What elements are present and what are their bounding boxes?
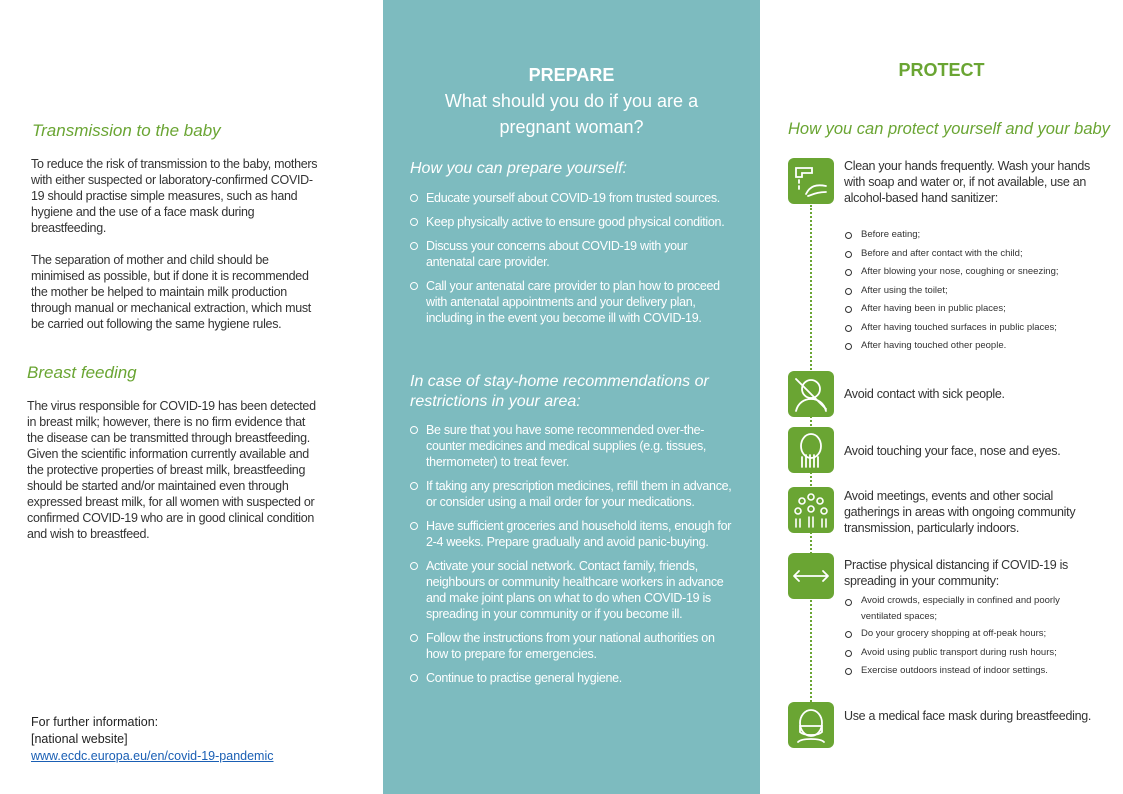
meetings-text: Avoid meetings, events and other social gatherings in areas with ongoing community transmission, particularly indoors. bbox=[844, 489, 1076, 535]
stay-home-list-item: Activate your social network. Contact family, friends, neighbours or community healthcare workers in advance and make joint plans on what to do when COVID-19 is spreading in your community or if you become ill. bbox=[410, 558, 732, 622]
distancing-list bbox=[844, 593, 1071, 681]
breastfeeding-heading: Breast feeding bbox=[27, 363, 137, 382]
prepare-list bbox=[410, 190, 732, 334]
mask-text: Use a medical face mask during breastfeeding. bbox=[844, 709, 1092, 723]
prepare-subtitle: What should you do if you are a pregnant woman? bbox=[444, 91, 699, 137]
transmission-paragraph-2: The separation of mother and child should be minimised as possible, but if done it is recommended the mother be helped to maintain milk production through manual or mechanical extraction, which must be carried out following the same hygiene rules. bbox=[31, 253, 311, 331]
distancing-list-item: Avoid crowds, especially in confined and poorly ventilated spaces; bbox=[844, 593, 1071, 625]
info-label: For further information: bbox=[31, 715, 159, 729]
hands-list-item: Before eating; bbox=[844, 226, 1059, 245]
prepare-list-item: Call your antenatal care provider to plan how to proceed with antenatal appointments and your delivery plan, including in the event you become ill with COVID-19. bbox=[410, 278, 732, 326]
distancing-text: Practise physical distancing if COVID-19 is spreading in your community: bbox=[844, 558, 1068, 588]
stay-home-list-item: If taking any prescription medicines, refill them in advance, or consider using a mail order for your medications. bbox=[410, 478, 732, 510]
protect-heading: How you can protect yourself and your baby bbox=[788, 120, 1110, 138]
stay-home-list bbox=[410, 422, 732, 694]
hand-washing-icon bbox=[788, 158, 834, 204]
transmission-text bbox=[31, 156, 323, 348]
hands-list-item: After having touched other people. bbox=[844, 337, 1059, 356]
prepare-title-block bbox=[383, 62, 760, 140]
national-website: [national website] bbox=[31, 732, 128, 746]
prepare-list-item: Educate yourself about COVID-19 from trusted sources. bbox=[410, 190, 732, 206]
distance-arrow-icon bbox=[788, 553, 834, 599]
prepare-list-item: Discuss your concerns about COVID-19 with your antenatal care provider. bbox=[410, 238, 732, 270]
ecdc-link[interactable]: www.ecdc.europa.eu/en/covid-19-pandemic bbox=[31, 749, 274, 763]
distancing-list-item: Avoid using public transport during rush hours; bbox=[844, 644, 1071, 663]
distancing-list-item: Exercise outdoors instead of indoor settings. bbox=[844, 662, 1071, 681]
face-text: Avoid touching your face, nose and eyes. bbox=[844, 444, 1061, 458]
prepare-list-item: Keep physically active to ensure good physical condition. bbox=[410, 214, 732, 230]
stay-home-heading: In case of stay-home recommendations or restrictions in your area: bbox=[410, 373, 709, 410]
hands-list-item: Before and after contact with the child; bbox=[844, 245, 1059, 264]
breastfeeding-paragraph: The virus responsible for COVID-19 has been detected in breast milk; however, there is no firm evidence that the disease can be transmitted through breastfeeding. Given the scientific information currently available and the protective properties of breast milk, breastfeeding should be started and/or maintained even through expressed breast milk, for all women with suspected or confirmed COVID-19 who are in good clinical condition and wish to breastfeed. bbox=[27, 399, 316, 541]
prepare-title: PREPARE bbox=[528, 65, 615, 85]
face-mask-icon bbox=[788, 702, 834, 748]
hands-list-item: After having touched surfaces in public places; bbox=[844, 319, 1059, 338]
sick-text: Avoid contact with sick people. bbox=[844, 387, 1005, 401]
middle-panel bbox=[383, 0, 760, 794]
prepare-yourself-heading: How you can prepare yourself: bbox=[410, 160, 627, 177]
protect-title: PROTECT bbox=[898, 60, 985, 80]
hands-list-item: After using the toilet; bbox=[844, 282, 1059, 301]
further-info bbox=[31, 714, 274, 765]
transmission-heading: Transmission to the baby bbox=[32, 121, 221, 140]
stay-home-list-item: Be sure that you have some recommended over-the-counter medicines and medical supplies (e.g. tissues, thermometer) to treat fever. bbox=[410, 422, 732, 470]
breastfeeding-text bbox=[27, 398, 317, 558]
stay-home-list-item: Have sufficient groceries and household items, enough for 2-4 weeks. Prepare gradually and avoid panic-buying. bbox=[410, 518, 732, 550]
hands-list-item: After blowing your nose, coughing or sneezing; bbox=[844, 263, 1059, 282]
face-touch-icon bbox=[788, 427, 834, 473]
group-gathering-icon bbox=[788, 487, 834, 533]
sick-person-icon bbox=[788, 371, 834, 417]
hands-list bbox=[844, 226, 1059, 356]
hands-list-item: After having been in public places; bbox=[844, 300, 1059, 319]
stay-home-list-item: Follow the instructions from your national authorities on how to prepare for emergencies. bbox=[410, 630, 732, 662]
hands-text: Clean your hands frequently. Wash your hands with soap and water or, if not available, use an alcohol-based hand sanitizer: bbox=[844, 159, 1090, 205]
transmission-paragraph-1: To reduce the risk of transmission to the baby, mothers with either suspected or laboratory-confirmed COVID-19 should practise simple measures, such as hand hygiene and the use of a face mask during breastfeeding. bbox=[31, 157, 318, 235]
left-panel bbox=[0, 0, 383, 794]
right-panel bbox=[760, 0, 1123, 794]
distancing-list-item: Do your grocery shopping at off-peak hours; bbox=[844, 625, 1071, 644]
stay-home-list-item: Continue to practise general hygiene. bbox=[410, 670, 732, 686]
